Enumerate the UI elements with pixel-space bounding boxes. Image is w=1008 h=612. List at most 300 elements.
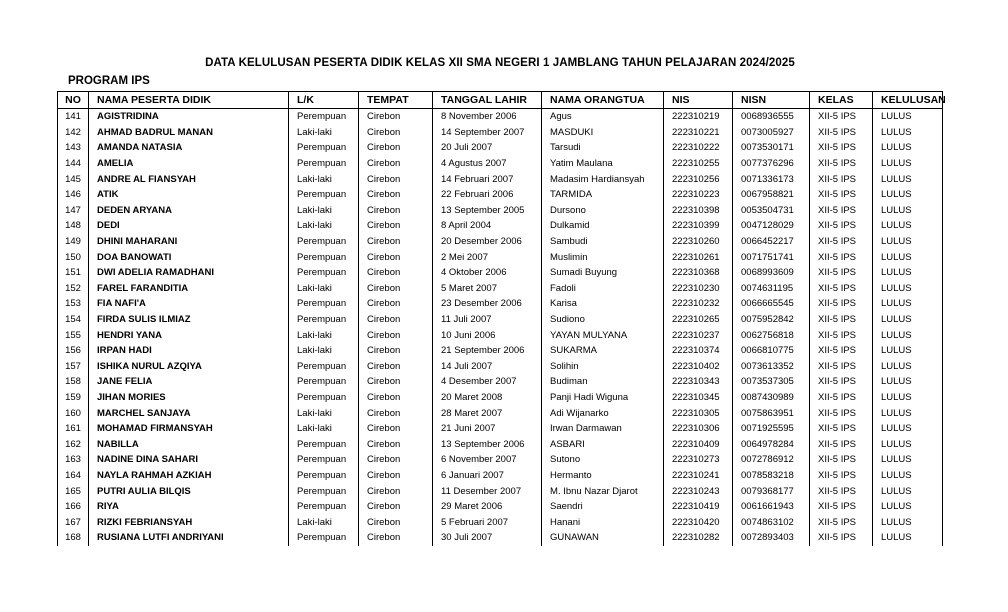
cell-gender: Perempuan bbox=[289, 234, 359, 250]
cell-gender: Perempuan bbox=[289, 483, 359, 499]
cell-nisn: 0067958821 bbox=[733, 187, 810, 203]
table-row bbox=[58, 312, 943, 328]
cell-birthplace: Cirebon bbox=[359, 265, 433, 281]
cell-birthdate: 4 Desember 2007 bbox=[433, 374, 542, 390]
cell-birthplace: Cirebon bbox=[359, 359, 433, 375]
cell-parent-name: Panji Hadi Wiguna bbox=[542, 390, 664, 406]
cell-nis: 222310402 bbox=[664, 359, 733, 375]
cell-graduation: LULUS bbox=[873, 281, 943, 297]
cell-graduation: LULUS bbox=[873, 530, 943, 546]
document-title: DATA KELULUSAN PESERTA DIDIK KELAS XII SMA NEGERI 1 JAMBLANG TAHUN PELAJARAN 2024/2025 bbox=[205, 57, 795, 69]
cell-graduation: LULUS bbox=[873, 140, 943, 156]
cell-birthdate: 20 Maret 2008 bbox=[433, 390, 542, 406]
cell-student-name: FAREL FARANDITIA bbox=[89, 281, 289, 297]
cell-birthplace: Cirebon bbox=[359, 327, 433, 343]
cell-nisn: 0074863102 bbox=[733, 514, 810, 530]
cell-no: 148 bbox=[58, 218, 89, 234]
cell-birthplace: Cirebon bbox=[359, 421, 433, 437]
cell-gender: Perempuan bbox=[289, 452, 359, 468]
cell-nis: 222310282 bbox=[664, 530, 733, 546]
cell-nis: 222310243 bbox=[664, 483, 733, 499]
table-row bbox=[58, 530, 943, 546]
cell-nis: 222310420 bbox=[664, 514, 733, 530]
cell-parent-name: Dursono bbox=[542, 203, 664, 219]
cell-student-name: HENDRI YANA bbox=[89, 327, 289, 343]
table-row bbox=[58, 499, 943, 515]
cell-nisn: 0066665545 bbox=[733, 296, 810, 312]
cell-gender: Laki-laki bbox=[289, 405, 359, 421]
cell-birthdate: 14 Februari 2007 bbox=[433, 171, 542, 187]
table-row bbox=[58, 421, 943, 437]
cell-student-name: DEDI bbox=[89, 218, 289, 234]
cell-birthdate: 8 November 2006 bbox=[433, 109, 542, 125]
cell-no: 141 bbox=[58, 109, 89, 125]
cell-gender: Laki-laki bbox=[289, 343, 359, 359]
cell-nis: 222310241 bbox=[664, 468, 733, 484]
cell-gender: Perempuan bbox=[289, 359, 359, 375]
cell-parent-name: Irwan Darmawan bbox=[542, 421, 664, 437]
cell-nisn: 0072786912 bbox=[733, 452, 810, 468]
cell-no: 168 bbox=[58, 530, 89, 546]
cell-class: XII-5 IPS bbox=[810, 234, 873, 250]
table-row bbox=[58, 249, 943, 265]
cell-birthdate: 5 Februari 2007 bbox=[433, 514, 542, 530]
cell-no: 154 bbox=[58, 312, 89, 328]
cell-parent-name: Hermanto bbox=[542, 468, 664, 484]
cell-graduation: LULUS bbox=[873, 514, 943, 530]
table-row bbox=[58, 265, 943, 281]
table-row bbox=[58, 281, 943, 297]
cell-nisn: 0061661943 bbox=[733, 499, 810, 515]
table-row bbox=[58, 171, 943, 187]
cell-nisn: 0066452217 bbox=[733, 234, 810, 250]
cell-class: XII-5 IPS bbox=[810, 359, 873, 375]
table-row bbox=[58, 327, 943, 343]
cell-birthdate: 13 September 2006 bbox=[433, 436, 542, 452]
cell-graduation: LULUS bbox=[873, 452, 943, 468]
cell-parent-name: M. Ibnu Nazar Djarot bbox=[542, 483, 664, 499]
cell-birthplace: Cirebon bbox=[359, 390, 433, 406]
table-row bbox=[58, 296, 943, 312]
cell-birthplace: Cirebon bbox=[359, 483, 433, 499]
cell-birthplace: Cirebon bbox=[359, 234, 433, 250]
cell-gender: Perempuan bbox=[289, 187, 359, 203]
cell-birthplace: Cirebon bbox=[359, 514, 433, 530]
cell-birthdate: 11 Desember 2007 bbox=[433, 483, 542, 499]
cell-no: 157 bbox=[58, 359, 89, 375]
cell-birthdate: 30 Juli 2007 bbox=[433, 530, 542, 546]
cell-birthdate: 21 September 2006 bbox=[433, 343, 542, 359]
cell-student-name: AMANDA NATASIA bbox=[89, 140, 289, 156]
cell-birthdate: 6 November 2007 bbox=[433, 452, 542, 468]
table-row bbox=[58, 514, 943, 530]
cell-parent-name: Sudiono bbox=[542, 312, 664, 328]
cell-parent-name: ASBARI bbox=[542, 436, 664, 452]
cell-gender: Perempuan bbox=[289, 249, 359, 265]
cell-parent-name: Sambudi bbox=[542, 234, 664, 250]
cell-gender: Perempuan bbox=[289, 312, 359, 328]
cell-nisn: 0071925595 bbox=[733, 421, 810, 437]
cell-no: 166 bbox=[58, 499, 89, 515]
header-birthdate: TANGGAL LAHIR bbox=[433, 92, 542, 109]
cell-nisn: 0075863951 bbox=[733, 405, 810, 421]
cell-student-name: FIA NAFI'A bbox=[89, 296, 289, 312]
cell-student-name: DOA BANOWATI bbox=[89, 249, 289, 265]
cell-class: XII-5 IPS bbox=[810, 499, 873, 515]
cell-no: 160 bbox=[58, 405, 89, 421]
cell-nisn: 0075952842 bbox=[733, 312, 810, 328]
cell-no: 165 bbox=[58, 483, 89, 499]
cell-nisn: 0047128029 bbox=[733, 218, 810, 234]
cell-student-name: ISHIKA NURUL AZQIYA bbox=[89, 359, 289, 375]
cell-parent-name: Saendri bbox=[542, 499, 664, 515]
cell-nis: 222310221 bbox=[664, 125, 733, 141]
cell-birthplace: Cirebon bbox=[359, 140, 433, 156]
cell-nisn: 0078583218 bbox=[733, 468, 810, 484]
cell-nis: 222310306 bbox=[664, 421, 733, 437]
header-birthplace: TEMPAT bbox=[359, 92, 433, 109]
cell-no: 158 bbox=[58, 374, 89, 390]
cell-no: 146 bbox=[58, 187, 89, 203]
cell-class: XII-5 IPS bbox=[810, 312, 873, 328]
cell-class: XII-5 IPS bbox=[810, 140, 873, 156]
cell-class: XII-5 IPS bbox=[810, 249, 873, 265]
cell-gender: Perempuan bbox=[289, 468, 359, 484]
cell-class: XII-5 IPS bbox=[810, 530, 873, 546]
cell-student-name: RIYA bbox=[89, 499, 289, 515]
cell-birthdate: 28 Maret 2007 bbox=[433, 405, 542, 421]
cell-graduation: LULUS bbox=[873, 203, 943, 219]
cell-nisn: 0073530171 bbox=[733, 140, 810, 156]
cell-graduation: LULUS bbox=[873, 109, 943, 125]
table-row bbox=[58, 452, 943, 468]
cell-class: XII-5 IPS bbox=[810, 483, 873, 499]
cell-student-name: IRPAN HADI bbox=[89, 343, 289, 359]
cell-no: 144 bbox=[58, 156, 89, 172]
cell-nis: 222310398 bbox=[664, 203, 733, 219]
cell-parent-name: Fadoli bbox=[542, 281, 664, 297]
table-row bbox=[58, 109, 943, 125]
cell-birthplace: Cirebon bbox=[359, 218, 433, 234]
table-row bbox=[58, 359, 943, 375]
cell-nisn: 0071336173 bbox=[733, 171, 810, 187]
cell-student-name: JIHAN MORIES bbox=[89, 390, 289, 406]
table-header-row bbox=[58, 92, 943, 109]
cell-student-name: RUSIANA LUTFI ANDRIYANI bbox=[89, 530, 289, 546]
cell-nis: 222310409 bbox=[664, 436, 733, 452]
cell-graduation: LULUS bbox=[873, 187, 943, 203]
cell-gender: Perempuan bbox=[289, 140, 359, 156]
cell-nisn: 0077376296 bbox=[733, 156, 810, 172]
cell-nis: 222310419 bbox=[664, 499, 733, 515]
cell-nis: 222310368 bbox=[664, 265, 733, 281]
cell-graduation: LULUS bbox=[873, 436, 943, 452]
cell-gender: Perempuan bbox=[289, 296, 359, 312]
cell-parent-name: Solihin bbox=[542, 359, 664, 375]
cell-no: 149 bbox=[58, 234, 89, 250]
cell-no: 164 bbox=[58, 468, 89, 484]
cell-nisn: 0066810775 bbox=[733, 343, 810, 359]
cell-parent-name: Adi Wijanarko bbox=[542, 405, 664, 421]
cell-gender: Perempuan bbox=[289, 156, 359, 172]
table-row bbox=[58, 140, 943, 156]
cell-parent-name: GUNAWAN bbox=[542, 530, 664, 546]
cell-nisn: 0062756818 bbox=[733, 327, 810, 343]
cell-graduation: LULUS bbox=[873, 312, 943, 328]
cell-class: XII-5 IPS bbox=[810, 203, 873, 219]
cell-no: 150 bbox=[58, 249, 89, 265]
cell-birthdate: 20 Desember 2006 bbox=[433, 234, 542, 250]
cell-nis: 222310232 bbox=[664, 296, 733, 312]
cell-birthplace: Cirebon bbox=[359, 468, 433, 484]
cell-birthplace: Cirebon bbox=[359, 499, 433, 515]
cell-class: XII-5 IPS bbox=[810, 390, 873, 406]
cell-student-name: AGISTRIDINA bbox=[89, 109, 289, 125]
cell-gender: Perempuan bbox=[289, 530, 359, 546]
cell-birthplace: Cirebon bbox=[359, 436, 433, 452]
cell-birthdate: 29 Maret 2006 bbox=[433, 499, 542, 515]
header-class: KELAS bbox=[810, 92, 873, 109]
cell-student-name: NADINE DINA SAHARI bbox=[89, 452, 289, 468]
cell-nisn: 0073537305 bbox=[733, 374, 810, 390]
cell-class: XII-5 IPS bbox=[810, 109, 873, 125]
cell-graduation: LULUS bbox=[873, 468, 943, 484]
cell-class: XII-5 IPS bbox=[810, 296, 873, 312]
cell-student-name: ANDRE AL FIANSYAH bbox=[89, 171, 289, 187]
cell-parent-name: Madasim Hardiansyah bbox=[542, 171, 664, 187]
cell-student-name: RIZKI FEBRIANSYAH bbox=[89, 514, 289, 530]
header-parent-name: NAMA ORANGTUA bbox=[542, 92, 664, 109]
cell-student-name: MOHAMAD FIRMANSYAH bbox=[89, 421, 289, 437]
header-student-name: NAMA PESERTA DIDIK bbox=[89, 92, 289, 109]
cell-parent-name: Yatim Maulana bbox=[542, 156, 664, 172]
cell-nisn: 0068936555 bbox=[733, 109, 810, 125]
cell-nisn: 0053504731 bbox=[733, 203, 810, 219]
cell-birthplace: Cirebon bbox=[359, 156, 433, 172]
cell-graduation: LULUS bbox=[873, 265, 943, 281]
cell-gender: Laki-laki bbox=[289, 514, 359, 530]
cell-nis: 222310265 bbox=[664, 312, 733, 328]
cell-birthdate: 23 Desember 2006 bbox=[433, 296, 542, 312]
table-row bbox=[58, 436, 943, 452]
cell-gender: Perempuan bbox=[289, 265, 359, 281]
cell-birthdate: 6 Januari 2007 bbox=[433, 468, 542, 484]
cell-birthplace: Cirebon bbox=[359, 109, 433, 125]
cell-student-name: MARCHEL SANJAYA bbox=[89, 405, 289, 421]
cell-no: 163 bbox=[58, 452, 89, 468]
cell-student-name: JANE FELIA bbox=[89, 374, 289, 390]
cell-parent-name: MASDUKI bbox=[542, 125, 664, 141]
cell-birthplace: Cirebon bbox=[359, 312, 433, 328]
cell-graduation: LULUS bbox=[873, 156, 943, 172]
cell-birthplace: Cirebon bbox=[359, 296, 433, 312]
cell-birthdate: 20 Juli 2007 bbox=[433, 140, 542, 156]
cell-class: XII-5 IPS bbox=[810, 218, 873, 234]
cell-no: 162 bbox=[58, 436, 89, 452]
header-graduation: KELULUSAN bbox=[873, 92, 943, 109]
table-row bbox=[58, 234, 943, 250]
cell-class: XII-5 IPS bbox=[810, 171, 873, 187]
cell-birthplace: Cirebon bbox=[359, 203, 433, 219]
cell-nisn: 0073005927 bbox=[733, 125, 810, 141]
cell-gender: Perempuan bbox=[289, 109, 359, 125]
cell-gender: Laki-laki bbox=[289, 125, 359, 141]
cell-graduation: LULUS bbox=[873, 343, 943, 359]
cell-student-name: AHMAD BADRUL MANAN bbox=[89, 125, 289, 141]
cell-parent-name: Tarsudi bbox=[542, 140, 664, 156]
header-gender: L/K bbox=[289, 92, 359, 109]
cell-nis: 222310223 bbox=[664, 187, 733, 203]
cell-parent-name: Karisa bbox=[542, 296, 664, 312]
cell-birthdate: 4 Agustus 2007 bbox=[433, 156, 542, 172]
cell-student-name: DHINI MAHARANI bbox=[89, 234, 289, 250]
cell-birthplace: Cirebon bbox=[359, 405, 433, 421]
cell-graduation: LULUS bbox=[873, 296, 943, 312]
cell-nis: 222310237 bbox=[664, 327, 733, 343]
cell-graduation: LULUS bbox=[873, 359, 943, 375]
program-label: PROGRAM IPS bbox=[68, 75, 150, 87]
cell-nis: 222310255 bbox=[664, 156, 733, 172]
cell-class: XII-5 IPS bbox=[810, 281, 873, 297]
cell-class: XII-5 IPS bbox=[810, 374, 873, 390]
header-no: NO bbox=[58, 92, 89, 109]
table-row bbox=[58, 187, 943, 203]
cell-birthplace: Cirebon bbox=[359, 343, 433, 359]
cell-birthdate: 22 Februari 2006 bbox=[433, 187, 542, 203]
cell-class: XII-5 IPS bbox=[810, 343, 873, 359]
cell-nisn: 0068993609 bbox=[733, 265, 810, 281]
table-row bbox=[58, 483, 943, 499]
cell-graduation: LULUS bbox=[873, 405, 943, 421]
cell-birthplace: Cirebon bbox=[359, 452, 433, 468]
cell-nis: 222310345 bbox=[664, 390, 733, 406]
cell-birthplace: Cirebon bbox=[359, 125, 433, 141]
cell-birthdate: 13 September 2005 bbox=[433, 203, 542, 219]
cell-graduation: LULUS bbox=[873, 125, 943, 141]
cell-no: 167 bbox=[58, 514, 89, 530]
cell-nis: 222310222 bbox=[664, 140, 733, 156]
cell-nis: 222310305 bbox=[664, 405, 733, 421]
cell-gender: Laki-laki bbox=[289, 281, 359, 297]
table-row bbox=[58, 203, 943, 219]
cell-gender: Perempuan bbox=[289, 374, 359, 390]
cell-graduation: LULUS bbox=[873, 234, 943, 250]
table-row bbox=[58, 390, 943, 406]
cell-class: XII-5 IPS bbox=[810, 514, 873, 530]
cell-nis: 222310256 bbox=[664, 171, 733, 187]
cell-nis: 222310260 bbox=[664, 234, 733, 250]
table-body bbox=[58, 109, 943, 546]
table-row bbox=[58, 125, 943, 141]
cell-class: XII-5 IPS bbox=[810, 405, 873, 421]
cell-graduation: LULUS bbox=[873, 327, 943, 343]
cell-no: 152 bbox=[58, 281, 89, 297]
cell-student-name: FIRDA SULIS ILMIAZ bbox=[89, 312, 289, 328]
cell-parent-name: Hanani bbox=[542, 514, 664, 530]
cell-class: XII-5 IPS bbox=[810, 265, 873, 281]
cell-graduation: LULUS bbox=[873, 374, 943, 390]
cell-class: XII-5 IPS bbox=[810, 327, 873, 343]
cell-class: XII-5 IPS bbox=[810, 421, 873, 437]
cell-nis: 222310273 bbox=[664, 452, 733, 468]
cell-parent-name: YAYAN MULYANA bbox=[542, 327, 664, 343]
cell-parent-name: Sumadi Buyung bbox=[542, 265, 664, 281]
cell-no: 161 bbox=[58, 421, 89, 437]
graduation-table bbox=[57, 91, 946, 546]
table-row bbox=[58, 468, 943, 484]
table-row bbox=[58, 405, 943, 421]
cell-nis: 222310230 bbox=[664, 281, 733, 297]
table-row bbox=[58, 374, 943, 390]
cell-gender: Laki-laki bbox=[289, 327, 359, 343]
cell-nis: 222310399 bbox=[664, 218, 733, 234]
cell-parent-name: Agus bbox=[542, 109, 664, 125]
cell-birthplace: Cirebon bbox=[359, 530, 433, 546]
cell-nisn: 0071751741 bbox=[733, 249, 810, 265]
cell-student-name: DEDEN ARYANA bbox=[89, 203, 289, 219]
cell-birthdate: 8 April 2004 bbox=[433, 218, 542, 234]
cell-student-name: NABILLA bbox=[89, 436, 289, 452]
cell-nis: 222310219 bbox=[664, 109, 733, 125]
cell-parent-name: TARMIDA bbox=[542, 187, 664, 203]
cell-graduation: LULUS bbox=[873, 483, 943, 499]
cell-student-name: NAYLA RAHMAH AZKIAH bbox=[89, 468, 289, 484]
cell-nisn: 0064978284 bbox=[733, 436, 810, 452]
cell-no: 155 bbox=[58, 327, 89, 343]
cell-class: XII-5 IPS bbox=[810, 125, 873, 141]
cell-graduation: LULUS bbox=[873, 218, 943, 234]
cell-birthdate: 2 Mei 2007 bbox=[433, 249, 542, 265]
cell-gender: Laki-laki bbox=[289, 421, 359, 437]
cell-graduation: LULUS bbox=[873, 390, 943, 406]
cell-birthdate: 4 Oktober 2006 bbox=[433, 265, 542, 281]
cell-student-name: DWI ADELIA RAMADHANI bbox=[89, 265, 289, 281]
cell-graduation: LULUS bbox=[873, 249, 943, 265]
cell-gender: Laki-laki bbox=[289, 218, 359, 234]
cell-student-name: AMELIA bbox=[89, 156, 289, 172]
cell-birthplace: Cirebon bbox=[359, 187, 433, 203]
header-nisn: NISN bbox=[733, 92, 810, 109]
cell-nisn: 0074631195 bbox=[733, 281, 810, 297]
cell-nisn: 0079368177 bbox=[733, 483, 810, 499]
cell-birthdate: 14 September 2007 bbox=[433, 125, 542, 141]
cell-student-name: ATIK bbox=[89, 187, 289, 203]
cell-no: 156 bbox=[58, 343, 89, 359]
cell-no: 145 bbox=[58, 171, 89, 187]
cell-no: 147 bbox=[58, 203, 89, 219]
cell-class: XII-5 IPS bbox=[810, 468, 873, 484]
cell-no: 159 bbox=[58, 390, 89, 406]
cell-graduation: LULUS bbox=[873, 421, 943, 437]
cell-no: 142 bbox=[58, 125, 89, 141]
cell-birthdate: 21 Juni 2007 bbox=[433, 421, 542, 437]
cell-nisn: 0087430989 bbox=[733, 390, 810, 406]
cell-birthdate: 14 Juli 2007 bbox=[433, 359, 542, 375]
cell-birthdate: 11 Juli 2007 bbox=[433, 312, 542, 328]
cell-graduation: LULUS bbox=[873, 171, 943, 187]
cell-parent-name: Muslimin bbox=[542, 249, 664, 265]
cell-gender: Laki-laki bbox=[289, 203, 359, 219]
table-row bbox=[58, 156, 943, 172]
cell-nisn: 0072893403 bbox=[733, 530, 810, 546]
cell-nis: 222310343 bbox=[664, 374, 733, 390]
cell-class: XII-5 IPS bbox=[810, 436, 873, 452]
cell-nis: 222310261 bbox=[664, 249, 733, 265]
cell-gender: Perempuan bbox=[289, 436, 359, 452]
cell-nisn: 0073613352 bbox=[733, 359, 810, 375]
cell-parent-name: SUKARMA bbox=[542, 343, 664, 359]
cell-gender: Perempuan bbox=[289, 499, 359, 515]
